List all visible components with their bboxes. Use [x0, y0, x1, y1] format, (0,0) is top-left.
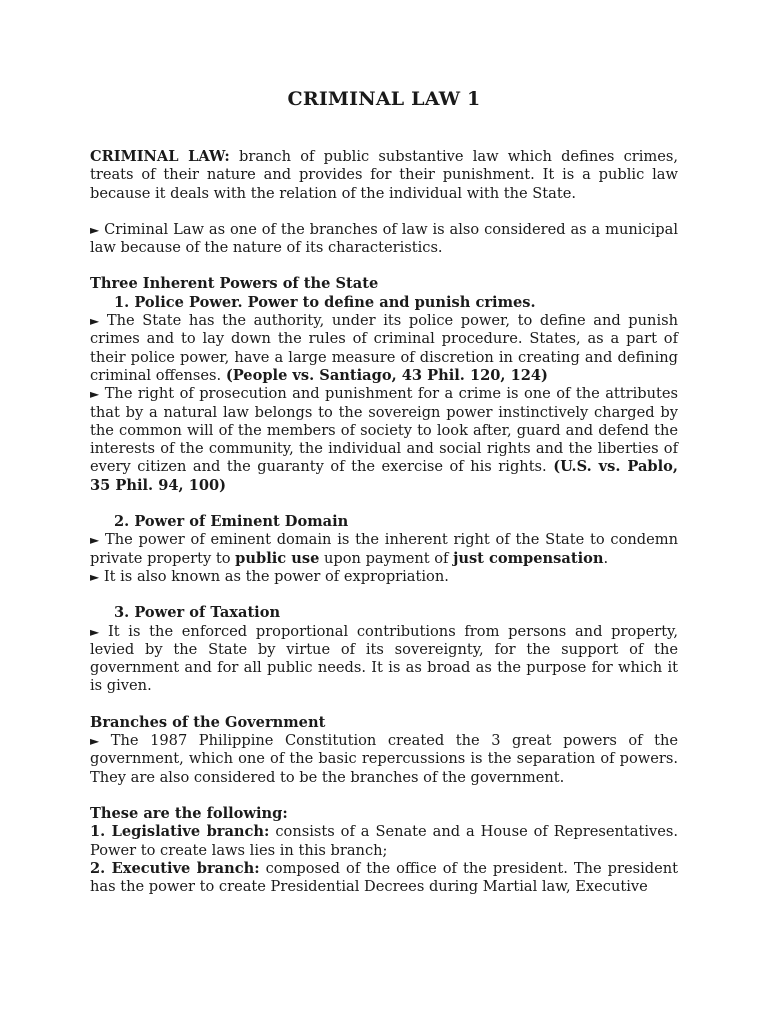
just-compensation-term: just compensation [453, 549, 604, 567]
page-title: CRIMINAL LAW 1 [287, 88, 481, 110]
executive-branch-label: 2. Executive branch: [90, 859, 260, 877]
eminent-para2-text: It is also known as the power of expropriation. [103, 567, 449, 585]
eminent-para1-text-c: upon payment of [319, 549, 454, 567]
police-power-para2 [90, 385, 678, 495]
branches-para1 [90, 732, 678, 787]
branches-heading: Branches of the Government [90, 713, 326, 731]
taxation-heading [90, 604, 678, 622]
arrow-bullet-icon: ► [90, 569, 100, 584]
arrow-bullet-icon: ► [90, 734, 100, 749]
arrow-bullet-icon: ► [90, 222, 100, 237]
police-power-number: 1. [114, 293, 130, 311]
definition-paragraph [90, 148, 678, 203]
taxation-title: Power of Taxation [134, 604, 281, 622]
municipal-note [90, 221, 678, 258]
arrow-bullet-icon: ► [90, 314, 100, 329]
arrow-bullet-icon: ► [90, 387, 100, 402]
police-power-para1 [90, 312, 678, 385]
eminent-para1-text-a: The power of eminent domain is the inherent right of the State to condemn private property to [90, 531, 679, 567]
police-power-heading [90, 294, 678, 312]
arrow-bullet-icon: ► [90, 533, 100, 548]
arrow-bullet-icon: ► [90, 624, 100, 639]
eminent-para1-text-e: . [603, 549, 609, 567]
eminent-domain-para2 [90, 568, 678, 586]
police-para2-text: The right of prosecution and punishment for a crime is one of the attributes that by a natural law belongs to the sovereign power instinctively charged by the common will of the members of society to look after, guard and defend the interests of the community, the individual and social rights and the liberties of every citizen and the guaranty of the exercise of his rights. [90, 385, 679, 476]
eminent-domain-heading [90, 513, 678, 531]
taxation-para1 [90, 623, 678, 696]
police-power-title: Police Power. Power to define and punish crimes. [134, 293, 536, 311]
definition-text: branch of public substantive law which defines crimes, treats of their nature and provides for their punishment. It is a public law because it deals with the relation of the individual with the State. [90, 148, 679, 202]
legislative-branch-text: consists of a Senate and a House of Representatives. Power to create laws lies in this branch; [90, 823, 678, 859]
police-para2-citation: (U.S. vs. Pablo, 35 Phil. 94, 100) [90, 458, 678, 494]
branches-para1-text: The 1987 Philippine Constitution created the 3 great powers of the government, which one of the basic repercussions is the separation of powers. They are also considered to be the branches of the government. [90, 732, 679, 786]
list-item [90, 823, 678, 860]
taxation-number: 3. [114, 604, 130, 622]
powers-heading: Three Inherent Powers of the State [90, 275, 379, 293]
eminent-domain-number: 2. [114, 513, 130, 531]
following-heading: These are the following: [90, 804, 288, 822]
eminent-domain-para1 [90, 531, 678, 568]
eminent-domain-title: Power of Eminent Domain [134, 513, 349, 531]
police-para1-text: The State has the authority, under its police power, to define and punish crimes and to lay down the rules of criminal procedure. States, as a part of their police power, have a large measure of discretion in creating and defining criminal offenses. [90, 312, 678, 384]
police-para1-citation: (People vs. Santiago, 43 Phil. 120, 124) [225, 366, 548, 384]
municipal-note-text: Criminal Law as one of the branches of law is also considered as a municipal law because of the nature of its characteristics. [90, 220, 678, 257]
definition-term: CRIMINAL LAW: [90, 148, 230, 165]
executive-branch-text: composed of the office of the president. The president has the power to create Presidential Decrees during Martial law, Executive [90, 859, 678, 896]
taxation-para1-text: It is the enforced proportional contributions from persons and property, levied by the State by virtue of its sovereignty, for the support of the government and for all public needs. It is as broad as the purpose for which it is given. [90, 622, 678, 695]
public-use-term: public use [235, 549, 320, 567]
legislative-branch-label: 1. Legislative branch: [90, 823, 270, 841]
list-item [90, 860, 678, 897]
